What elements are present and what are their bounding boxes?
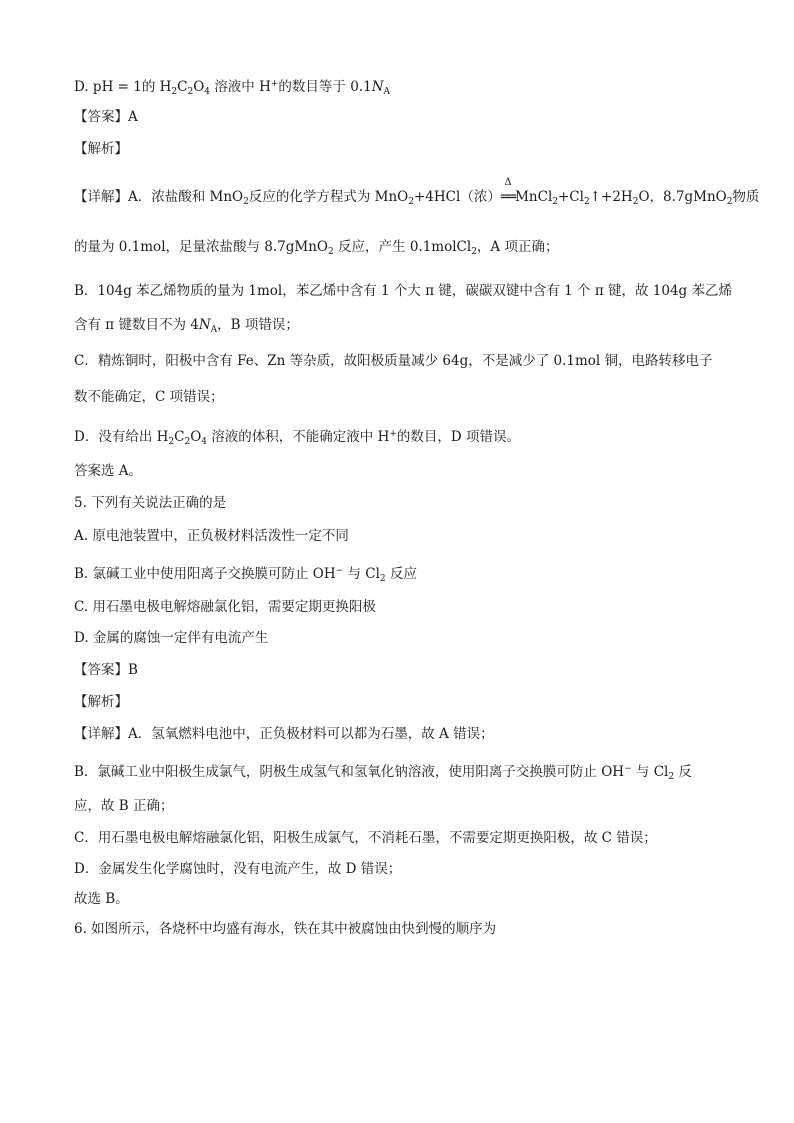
question-5-option-c: C. 用石墨电极电解熔融氯化铝，需要定期更换阳极 — [74, 599, 376, 615]
detail-5c-line: C．用石墨电极电解熔融氯化铝，阳极生成氯气，不消耗石墨，不需要定期更换阳极，故 C 错误； — [74, 830, 657, 846]
answer-choice-summary: 答案选 A。 — [74, 463, 143, 479]
question-5-option-b: B. 氯碱工业中使用阳离子交换膜可防止 OH− 与 $Cl_2$ 反应 — [74, 566, 417, 584]
detail-d-line: D．没有给出 $H_2C_2O_4$ 溶液的体积，不能确定液中 H+的数目，D 项错误。 — [74, 429, 521, 447]
detail-c-line: C．精炼铜时，阳极中含有 Fe、Zn 等杂质，故阳极质量减少 64g，不是减少了 0.1mol 铜，电路转移电子 — [74, 353, 713, 369]
detail-5b-line-2: 应，故 B 正确； — [74, 798, 174, 814]
analysis-label-5: 【解析】 — [74, 694, 128, 710]
heating-equals-sign: Δ ══ — [500, 177, 516, 205]
question-6-stem: 6. 如图所示，各烧杯中均盛有海水，铁在其中被腐蚀由快到慢的顺序为 — [74, 921, 497, 937]
detail-5a-line: 【详解】A．氢氧燃料电池中，正负极材料可以都为石墨，故 A 错误； — [74, 726, 494, 742]
option-d-line: D. pH = 1的 $H_2C_2O_4$ 溶液中 H+的数目等于 $0.1N_A$ — [74, 79, 390, 97]
detail-b-line: B．104g 苯乙烯物质的量为 1mol，苯乙烯中含有 1 个大 π 键，碳碳双键中含有 1 个 π 键，故 104g 苯乙烯 — [74, 283, 732, 299]
answer-label: 【答案】A — [74, 109, 138, 125]
detail-b-line-2: 含有 π 键数目不为 $4N_A$，B 项错误； — [74, 317, 299, 335]
question-5-stem: 5. 下列有关说法正确的是 — [74, 495, 227, 511]
detail-5d-line: D．金属发生化学腐蚀时，没有电流产生，故 D 错误； — [74, 861, 402, 877]
analysis-label: 【解析】 — [74, 141, 128, 157]
question-5-option-d: D. 金属的腐蚀一定伴有电流产生 — [74, 630, 269, 646]
answer-label-5: 【答案】B — [74, 662, 138, 678]
detail-a-line: 【详解】A．浓盐酸和 MnO$_2$反应的化学方程式为 MnO$_2$+4HCl（浓） Δ $══MnCl_2+Cl_2↑+2H_2O$，8.7gMnO$_2$物质 — [74, 177, 760, 207]
conclusion-5: 故选 B。 — [74, 891, 129, 907]
detail-a-line-2: 的量为 0.1mol，足量浓盐酸与 8.7gMnO$_2$ 反应，产生 0.1molCl$_2$，A 项正确； — [74, 239, 559, 257]
question-5-option-a: A. 原电池装置中，正负极材料活泼性一定不同 — [74, 528, 349, 544]
detail-5b-line: B．氯碱工业中阳极生成氯气，阴极生成氢气和氢氧化钠溶液，使用阳离子交换膜可防止 OH− 与 $Cl_2$ 反 — [74, 764, 692, 782]
detail-c-line-2: 数不能确定，C 项错误； — [74, 389, 224, 405]
